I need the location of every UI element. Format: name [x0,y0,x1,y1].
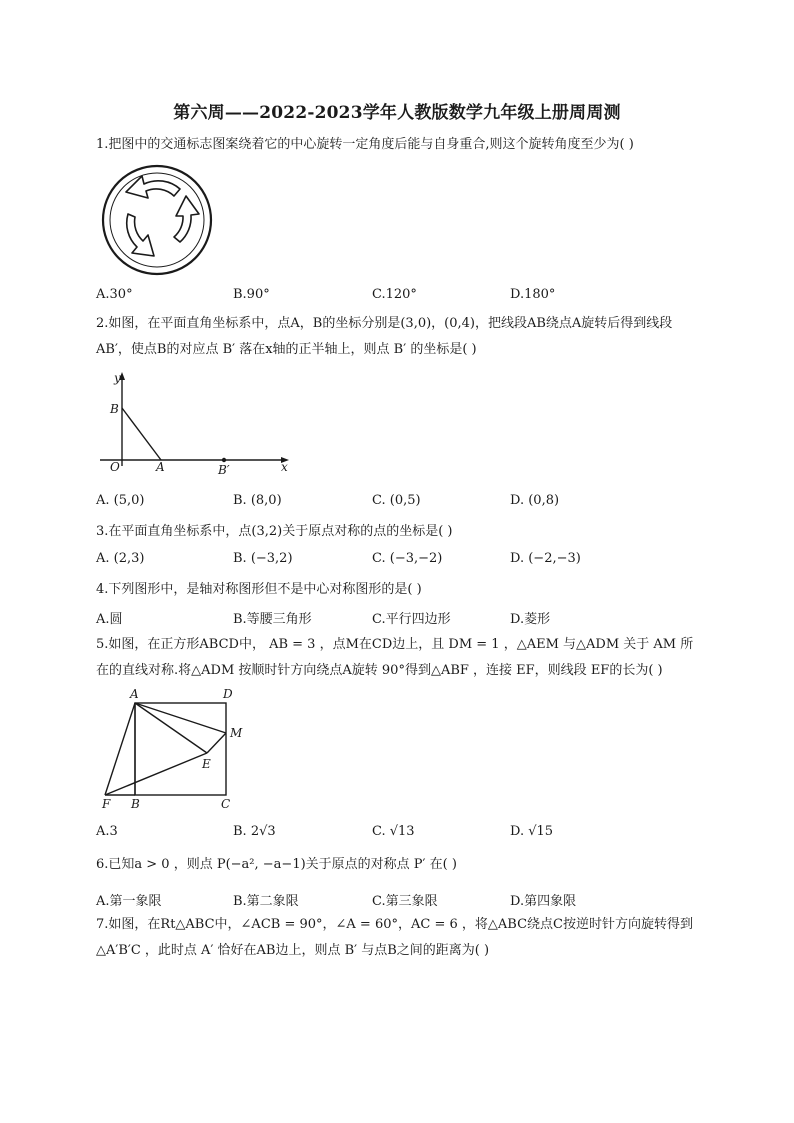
option-a[interactable]: A.30° [96,287,133,302]
question-7-text: 7.如图，在Rt△ABC中，∠ACB = 90°，∠A = 60°，AC = 6 ，将△ABC绕点C按逆时针方向旋转得到△A′B′C ，此时点 A′ 恰好在AB边上，则点 B′ 与点B之间的距离为( ) [96,917,693,958]
label-o: O [110,460,120,474]
option-a[interactable]: A.圆 [96,612,123,627]
question-4-text: 4.下列图形中，是轴对称图形但不是中心对称图形的是( ) [96,582,422,597]
option-d[interactable]: D.菱形 [510,612,551,627]
option-b[interactable]: B.90° [233,287,270,302]
option-d[interactable]: D. (0,8) [510,493,560,508]
option-d[interactable]: D.第四象限 [510,894,577,909]
label-e: E [202,757,211,771]
option-d[interactable]: D. (−2,−3) [510,551,581,566]
label-a: A [130,687,139,701]
option-c[interactable]: C. √13 [372,824,415,839]
question-3-options [96,551,716,571]
option-d[interactable]: D. √15 [510,824,554,839]
square-figure [96,684,256,810]
option-a[interactable]: A. (5,0) [96,493,145,508]
question-6-options [96,890,716,910]
option-b[interactable]: B. (−3,2) [233,551,293,566]
traffic-sign-figure [100,162,215,277]
option-c[interactable]: C. (−3,−2) [372,551,443,566]
question-2-options [96,493,716,513]
label-a: A [156,460,165,474]
option-c[interactable]: C.平行四边形 [372,612,451,627]
label-b: B [110,402,119,416]
question-5-text: 5.如图，在正方形ABCD中， AB = 3 ，点M在CD边上，且 DM = 1 ，△AEM 与△ADM 关于 AM 所在的直线对称.将△ADM 按顺时针方向绕点A旋转 90°得到△ABF ，连接 EF，则线段 EF的长为( ) [96,637,694,678]
label-c: C [221,797,231,810]
label-x: x [281,460,288,474]
question-2-text: 2.如图，在平面直角坐标系中，点A，B的坐标分别是(3,0)，(0,4)，把线段AB绕点A旋转后得到线段AB′，使点B的对应点 B′ 落在x轴的正半轴上，则点 B′ 的坐标是( ) [96,316,673,357]
label-b-prime: B′ [218,463,230,477]
option-a[interactable]: A. (2,3) [96,551,145,566]
question-1-text: 1.把图中的交通标志图案绕着它的中心旋转一定角度后能与自身重合,则这个旋转角度至少为( ) [96,137,634,152]
option-b[interactable]: B.第二象限 [233,894,299,909]
option-a[interactable]: A.3 [96,824,118,839]
option-c[interactable]: C.120° [372,287,417,302]
option-b[interactable]: B.等腰三角形 [233,612,312,627]
question-6-text: 6.已知a > 0 ，则点 P(−a², −a−1)关于原点的对称点 P′ 在( ) [96,857,457,872]
question-5-options [96,824,716,844]
label-f: F [102,797,111,810]
option-a[interactable]: A.第一象限 [96,894,162,909]
coordinate-figure [100,370,300,480]
question-4-options [96,608,716,628]
option-c[interactable]: C.第三象限 [372,894,438,909]
label-d: D [223,687,233,701]
question-1-options [96,287,716,307]
label-y: y [114,371,121,385]
option-c[interactable]: C. (0,5) [372,493,421,508]
option-d[interactable]: D.180° [510,287,556,302]
page-title: 第六周——2022-2023学年人教版数学九年级上册周周测 [173,103,621,123]
label-b: B [131,797,140,810]
option-b[interactable]: B. (8,0) [233,493,282,508]
option-b[interactable]: B. 2√3 [233,824,276,839]
label-m: M [230,726,243,740]
question-3-text: 3.在平面直角坐标系中，点(3,2)关于原点对称的点的坐标是( ) [96,524,453,539]
